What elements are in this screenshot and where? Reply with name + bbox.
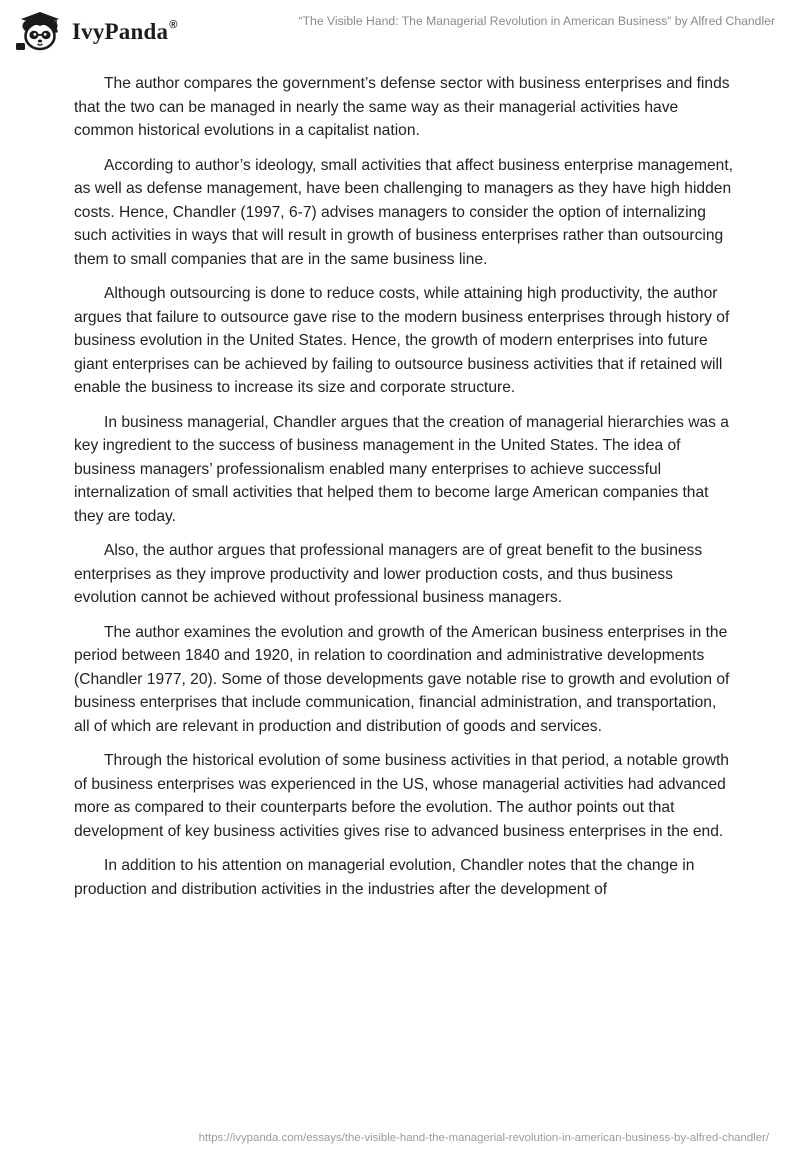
ivypanda-logo[interactable] [14,9,178,53]
paragraph: In business managerial, Chandler argues that the creation of managerial hierarchies was a key ingredient to the success of business management in the United States. The idea of business managers’ professionalism enabled many enterprises to achieve successful internalization of small activities that helped them to become large American companies that they are today. [74,413,729,525]
paragraph: The author compares the government’s defense sector with business enterprises and finds that the two can be managed in nearly the same way as their managerial activities have common historical evolutions in a capitalist nation. [74,75,730,139]
paragraph: The author examines the evolution and growth of the American business enterprises in the period between 1840 and 1920, in relation to coordination and administrative developments (Chandler 1977, 20). Some of those developments gave notable rise to growth and evolution of business enterprises that include communication, financial administration, and transportation, all of which are relevant in production and distribution of goods and services. [74,623,730,735]
paragraph: Through the historical evolution of some business activities in that period, a notable growth of business enterprises was experienced in the US, whose managerial activities had advanced more as compared to their counterparts before the evolution. The author points out that development of key business activities gives rise to advanced business enterprises in the end. [74,752,729,840]
paragraph: In addition to his attention on managerial evolution, Chandler notes that the change in production and distribution activities in the industries after the development of [74,857,695,898]
paragraph: Although outsourcing is done to reduce costs, while attaining high productivity, the author argues that failure to outsource gave rise to the modern business enterprises through history of business evolution in the United States. Hence, the growth of modern enterprises into future giant enterprises can be achieved by failing to outsource business activities that if retained will enable the business to increase its size and corporate structure. [74,285,730,396]
page-header [0,0,800,60]
essay-body [74,72,734,912]
paragraph: According to author’s ideology, small activities that affect business enterprise management, as well as defense management, have been challenging to managers as they have high hidden costs. Hence, Chandler (1997, 6-7) advises managers to consider the option of internalizing such activities in ways that will result in growth of business enterprises rather than outsourcing them to small companies that are in the same business line. [74,156,733,268]
document-title: “The Visible Hand: The Managerial Revolution in American Business” by Alfred Chandler [298,14,775,28]
paragraph: Also, the author argues that professional managers are of great benefit to the business enterprises as they improve productivity and lower production costs, and thus business evolution cannot be achieved without professional business managers. [74,542,703,606]
brand-name: IvyPanda® [72,19,178,44]
source-url[interactable]: https://ivypanda.com/essays/the-visible-hand-the-managerial-revolution-in-american-business-by-alfred-chandler/ [198,1132,769,1144]
registered-mark: ® [169,19,178,32]
panda-graduation-cap-icon [14,9,66,53]
